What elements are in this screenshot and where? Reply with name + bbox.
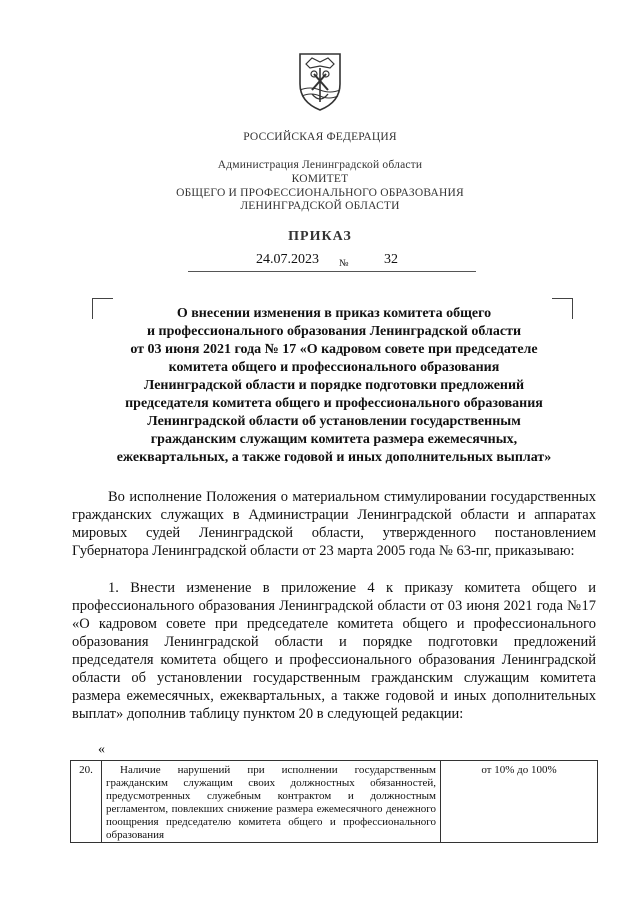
order-number-sign: № [339, 258, 349, 269]
region-name: ЛЕНИНГРАДСКОЙ ОБЛАСТИ [240, 200, 400, 212]
heading-line: Ленинградской области об установлении государственным [147, 414, 521, 429]
order-number: 32 [384, 252, 398, 267]
row-number-cell: 20. [71, 761, 102, 843]
document-type-title: ПРИКАЗ [288, 229, 352, 244]
committee-label: КОМИТЕТ [291, 173, 349, 185]
heading-line: гражданским служащим комитета размера ежемесячных, [150, 432, 518, 447]
country-name: РОССИЙСКАЯ ФЕДЕРАЦИЯ [243, 131, 397, 143]
heading-line: комитета общего и профессионального образования [168, 360, 500, 375]
row-description-cell: Наличие нарушений при исполнении государственным гражданским служащим своих должностных обязанностей, предусмотренных служебным контрактом и должностным регламентом, повлекших снижение размера ежемесячного денежного поощрения председателю комитета общего и профессионального образования [102, 761, 441, 843]
row-value-cell: от 10% до 100% [441, 761, 598, 843]
heading-line: и профессионального образования Ленинградской области [146, 324, 522, 339]
administration-name: Администрация Ленинградской области [217, 159, 423, 171]
heading-line: О внесении изменения в приказ комитета общего [176, 306, 492, 321]
date-number-underline [188, 271, 476, 272]
heading-line: от 03 июня 2021 года № 17 «О кадровом совете при председателе [130, 342, 538, 357]
preamble-paragraph: Во исполнение Положения о материальном стимулировании государственных гражданских служащих в Администрации Ленинградской области и аппаратах мировых судей Ленинградской области, утвержденного постановлением Губернатора Ленинградской области от 23 марта 2005 года № 63-пг, приказываю: [72, 489, 596, 559]
amendment-table [70, 760, 598, 843]
table-row [71, 761, 598, 843]
heading-line: Ленинградской области и порядке подготовки предложений [143, 378, 525, 393]
opening-quote-mark: « [98, 742, 105, 757]
heading-line: ежеквартальных, а также годовой и иных дополнительных выплат» [116, 450, 552, 465]
coat-of-arms-icon [296, 50, 344, 112]
heading-line: председателя комитета общего и профессионального образования [125, 396, 543, 411]
order-date: 24.07.2023 [256, 252, 319, 267]
order-item-1-paragraph: 1. Внести изменение в приложение 4 к приказу комитета общего и профессионального образования Ленинградской области от 03 июня 2021 года №17 «О кадровом совете при председателе комитета общего и профессионального образования Ленинградской области и порядке подготовки предложений председателя комитета общего и профессионального образования Ленинградской области об установлении государственным гражданским служащим комитета размера ежемесячных, ежеквартальных, а также годовой и иных дополнительных выплат» дополнив таблицу пунктом 20 в следующей редакции: [72, 580, 596, 722]
order-heading [96, 305, 572, 467]
committee-full-name: ОБЩЕГО И ПРОФЕССИОНАЛЬНОГО ОБРАЗОВАНИЯ [176, 187, 464, 199]
